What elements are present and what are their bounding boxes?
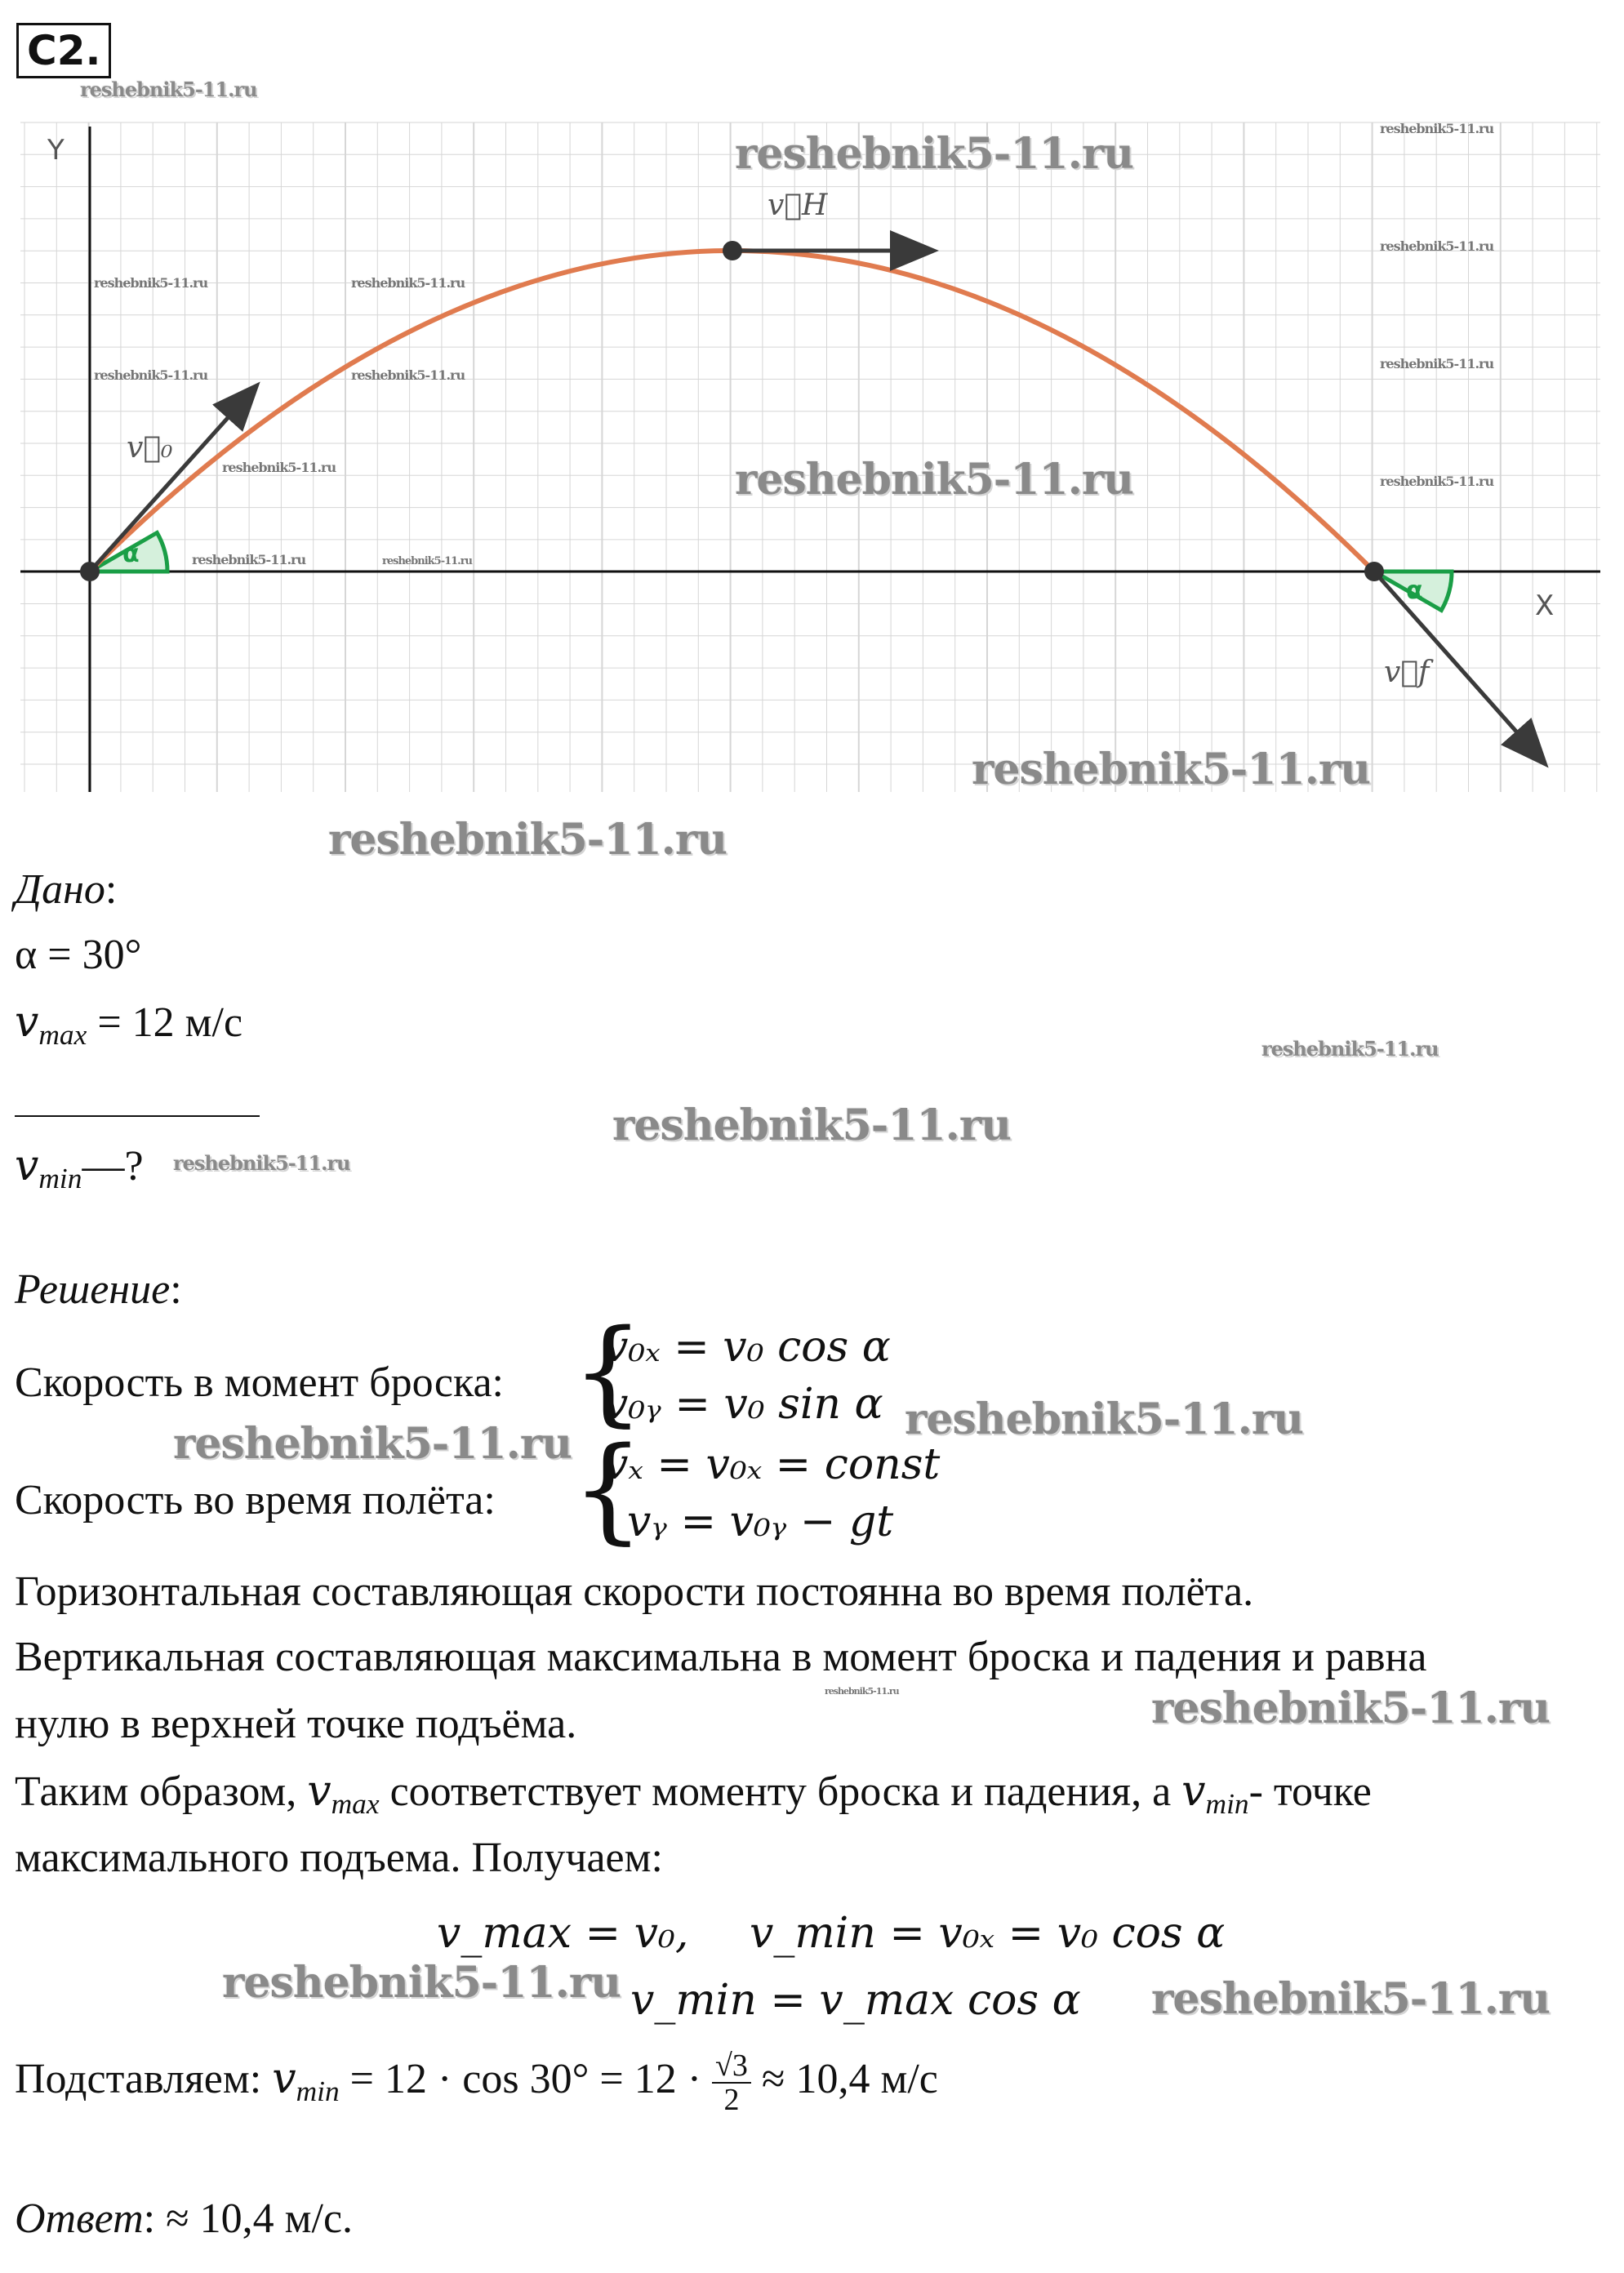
watermark: reshebnik5-11.ru (1380, 356, 1494, 371)
given-alpha: α = 30° (15, 932, 142, 978)
landing-angle-label: α (1406, 576, 1423, 605)
landing-point (1364, 562, 1384, 581)
paragraph-conclusion-1 (15, 1767, 1372, 1821)
given-heading: Дано (15, 866, 105, 913)
conclusion-text-a: Таким образом, (15, 1768, 308, 1815)
watermark: reshebnik5-11.ru (905, 1394, 1304, 1444)
given-divider (15, 1115, 260, 1117)
vmin-inline-sub: min (1205, 1786, 1249, 1820)
watermark: reshebnik5-11.ru (1380, 121, 1494, 136)
given-colon: : (105, 866, 118, 913)
throw-brace: { (572, 1306, 645, 1439)
paragraph-vertical-1: Вертикальная составляющая максимальна в момент броска и падения и равна (15, 1634, 1427, 1680)
substitution-result: ≈ 10,4 м/с (750, 2055, 938, 2102)
solution-colon: : (170, 1266, 182, 1313)
vmax-subscript: max (38, 1017, 87, 1051)
watermark: reshebnik5-11.ru (328, 815, 727, 865)
paragraph-conclusion-2: максимального подъема. Получаем: (15, 1835, 663, 1881)
vmax-inline-sub: max (331, 1786, 380, 1820)
vmax-inline: v (307, 1767, 331, 1816)
equation-vmin-vmax: v_min = v_max cos α (630, 1976, 1081, 2025)
v0-vector-label: v⃗₀ (127, 431, 173, 465)
flight-label: Скорость во время полёта: (15, 1477, 496, 1523)
watermark: reshebnik5-11.ru (1380, 238, 1494, 254)
watermark: reshebnik5-11.ru (735, 455, 1134, 505)
watermark: reshebnik5-11.ru (612, 1101, 1012, 1150)
watermark: reshebnik5-11.ru (1380, 474, 1494, 489)
watermark: reshebnik5-11.ru (173, 1151, 350, 1175)
watermark: reshebnik5-11.ru (222, 460, 336, 475)
vmin-subst-sub: min (296, 2074, 340, 2107)
frac-denominator: 2 (723, 2083, 740, 2117)
flight-brace: { (572, 1423, 645, 1556)
vmax-value: = 12 м/с (87, 999, 243, 1046)
problem-label: C2. (16, 23, 111, 78)
watermark: reshebnik5-11.ru (972, 745, 1371, 794)
find-line (15, 1141, 144, 1195)
watermark: reshebnik5-11.ru (351, 367, 465, 383)
answer-line (15, 2195, 353, 2243)
watermark: reshebnik5-11.ru (80, 78, 257, 101)
conclusion-text-b: соответствует моменту броска и падения, а (379, 1768, 1182, 1815)
watermark: reshebnik5-11.ru (94, 275, 208, 291)
watermark: reshebnik5-11.ru (222, 1958, 621, 2008)
answer-text: : ≈ 10,4 м/с. (143, 2195, 354, 2242)
watermark: reshebnik5-11.ru (1151, 1974, 1551, 2024)
vf-vector-label: v⃗f (1384, 656, 1430, 689)
flight-eq1: vₓ = v₀ₓ = const (604, 1440, 941, 1489)
sqrt3-over-2 (712, 2049, 751, 2116)
apex-point (723, 241, 742, 260)
vmax-symbol: v (15, 998, 39, 1047)
watermark: reshebnik5-11.ru (382, 555, 473, 567)
frac-numerator: √3 (712, 2049, 751, 2084)
substitution-line (15, 2049, 938, 2116)
vH-vector-label: v⃗H (768, 189, 828, 222)
vmin-subst: v (272, 2053, 296, 2103)
flight-eq2: vᵧ = v₀ᵧ − gt (627, 1497, 894, 1546)
launch-point (80, 562, 100, 581)
v0-vector (90, 388, 255, 572)
watermark: reshebnik5-11.ru (192, 552, 306, 567)
substitution-label: Подставляем: (15, 2055, 273, 2102)
watermark: reshebnik5-11.ru (173, 1419, 572, 1469)
watermark: reshebnik5-11.ru (825, 1686, 899, 1697)
watermark: reshebnik5-11.ru (1261, 1037, 1439, 1061)
solution-heading: Решение (15, 1266, 171, 1313)
throw-label: Скорость в момент броска: (15, 1359, 504, 1406)
vmin-subscript: min (38, 1161, 82, 1194)
throw-eq1: v₀ₓ = v₀ cos α (604, 1323, 891, 1372)
find-question: —? (82, 1143, 144, 1190)
paragraph-vertical-2: нулю в верхней точке подъёма. (15, 1701, 577, 1747)
answer-heading: Ответ (15, 2195, 144, 2242)
watermark: reshebnik5-11.ru (94, 367, 208, 383)
vmin-symbol: v (15, 1141, 39, 1190)
throw-eq2: v₀ᵧ = v₀ sin α (604, 1380, 883, 1429)
equation-vmax: v_max = v₀, (437, 1909, 689, 1958)
watermark: reshebnik5-11.ru (1151, 1684, 1551, 1733)
y-axis-label: Y (47, 134, 65, 167)
launch-angle-label: α (122, 540, 140, 568)
solution-heading-line (15, 1265, 182, 1314)
given-vmax (15, 998, 242, 1052)
equation-vmin-cos: v_min = v₀ₓ = v₀ cos α (750, 1909, 1226, 1958)
watermark: reshebnik5-11.ru (735, 129, 1134, 179)
paragraph-horizontal: Горизонтальная составляющая скорости постоянна во время полёта. (15, 1568, 1254, 1615)
watermark: reshebnik5-11.ru (351, 275, 465, 291)
substitution-expr: = 12 · cos 30° = 12 · (339, 2055, 713, 2102)
conclusion-text-c: - точке (1248, 1768, 1372, 1815)
vmin-inline: v (1181, 1767, 1206, 1816)
given-heading-line (15, 865, 117, 914)
x-axis-label: X (1535, 589, 1555, 622)
